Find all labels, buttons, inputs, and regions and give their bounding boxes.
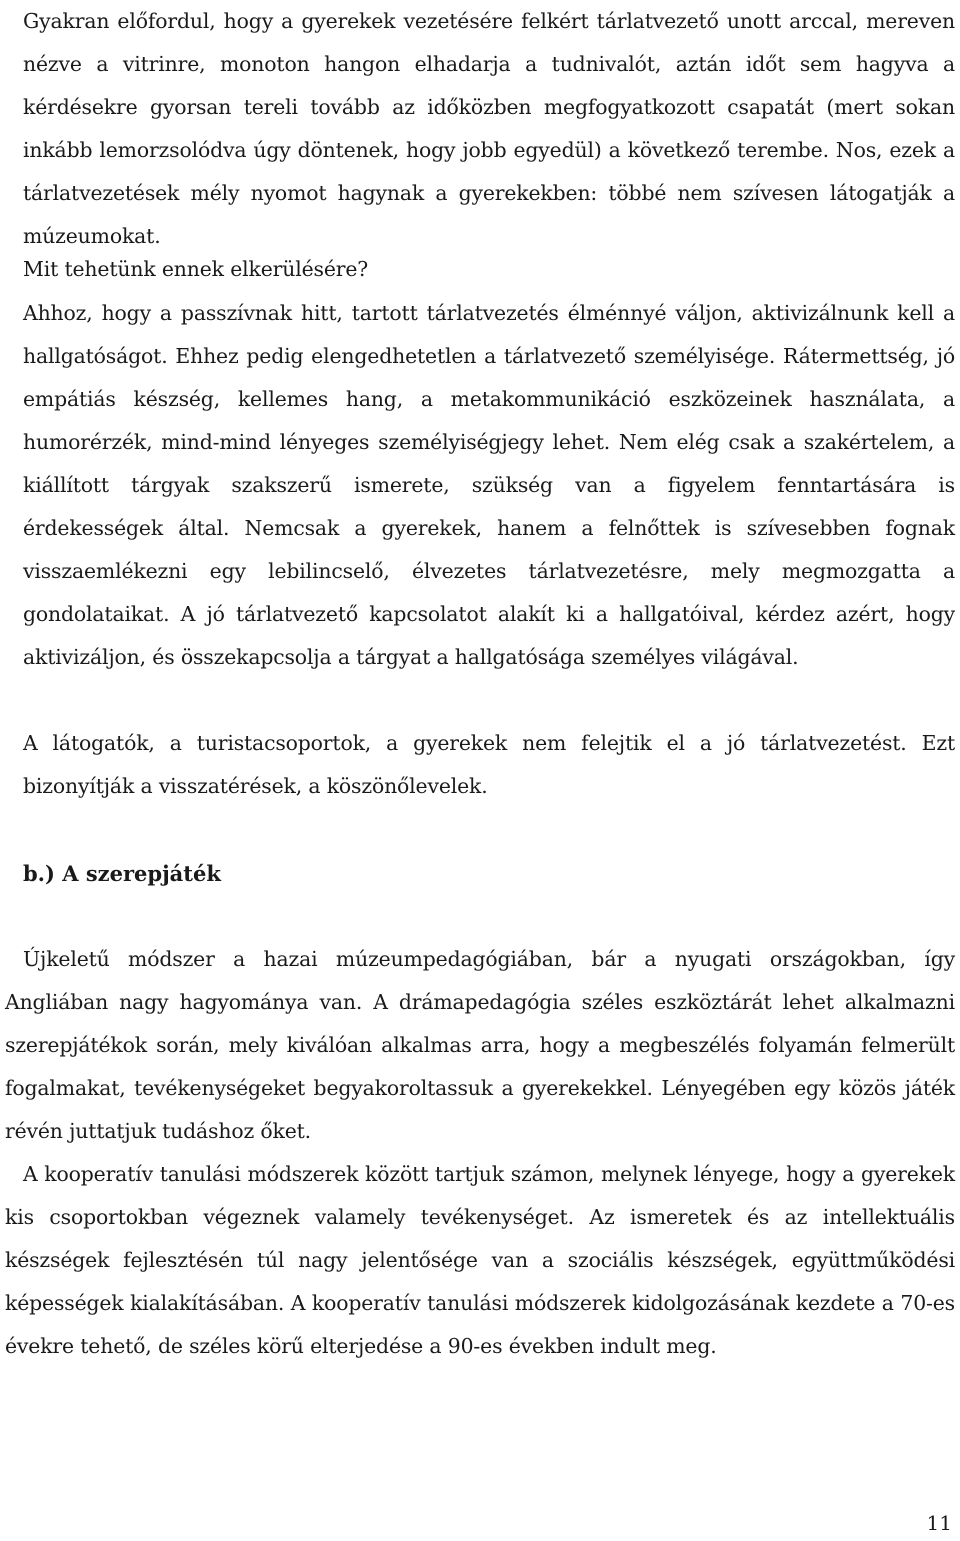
paragraph-cooperative-learning: A kooperatív tanulási módszerek között tartjuk számon, melynek lényege, hogy a gyerekek kis csoportokban végeznek valamely tevékenységet. Az ismeretek és az intellektuális készségek fejlesztésén túl nagy jelentősége van a szociális készségek, együttműködési képességek kialakításában. A kooperatív tanulási módszerek kidolgozásának kezdete a 70-es évekre tehető, de széles körű elterjedése a 90-es években indult meg. <box>5 1162 955 1358</box>
paragraph-visitors-remember: A látogatók, a turistacsoportok, a gyerekek nem felejtik el a jó tárlatvezetést. Ezt bizonyítják a visszatérések, a köszönőlevelek. <box>23 731 955 798</box>
page-number: 11 <box>926 1511 952 1535</box>
paragraph-guide-personality: Ahhoz, hogy a passzívnak hitt, tartott tárlatvezetés élménnyé váljon, aktivizálnunk kell a hallgatóságot. Ehhez pedig elengedhetetlen a tárlatvezető személyisége. Rátermettség, jó empátiás készség, kellemes hang, a metakommunikáció eszközeinek használata, a humorérzék, mind-mind lényeges személyiségjegy lehet. Nem elég csak a szakértelem, a kiállított tárgyak szakszerű ismerete, szükség van a figyelem fenntartására is érdekességek által. Nemcsak a gyerekek, hanem a felnőttek is szívesebben fognak visszaemlékezni egy lebilincselő, élvezetes tárlatvezetésre, mely megmozgatta a gondolataikat. A jó tárlatvezető kapcsolatot alakít ki a hallgatóival, kérdez azért, hogy aktivizáljon, és összekapcsolja a tárgyat a hallgatósága személyes világával. <box>23 301 955 669</box>
paragraph-guided-tour-problem: Gyakran előfordul, hogy a gyerekek vezetésére felkért tárlatvezető unott arccal, mereven nézve a vitrinre, monoton hangon elhadarja a tudnivalót, aztán időt sem hagyva a kérdésekre gyorsan tereli tovább az időközben megfogyatkozott csapatát (mert sokan inkább lemorzsolódva úgy döntenek, hogy jobb egyedül) a következő terembe. Nos, ezek a tárlatvezetések mély nyomot hagynak a gyerekekben: többé nem szívesen látogatják a múzeumokat. <box>23 9 955 248</box>
paragraph-question: Mit tehetünk ennek elkerülésére? <box>23 257 369 281</box>
section-heading: b.) A szerepjáték <box>23 861 221 886</box>
paragraph-role-play-intro: Újkeletű módszer a hazai múzeumpedagógiában, bár a nyugati országokban, így Angliában nagy hagyománya van. A drámapedagógia széles eszköztárát lehet alkalmazni szerepjátékok során, mely kiválóan alkalmas arra, hogy a megbeszélés folyamán felmerült fogalmakat, tevékenységeket begyakoroltassuk a gyerekekkel. Lényegében egy közös játék révén juttatjuk tudáshoz őket. <box>5 947 955 1143</box>
